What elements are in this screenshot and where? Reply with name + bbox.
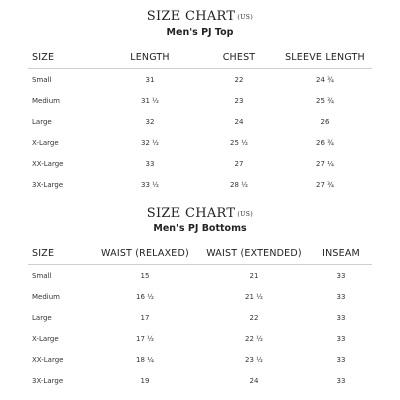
table-cell: 27 bbox=[234, 159, 244, 168]
table-cell: 21 ½ bbox=[245, 292, 263, 301]
table-cell: 27 ¼ bbox=[316, 159, 334, 168]
table-cell: 33 ½ bbox=[141, 180, 159, 189]
size-cell: Medium bbox=[32, 96, 60, 105]
table-cell: 23 ½ bbox=[245, 355, 263, 364]
table-cell: 33 bbox=[336, 292, 346, 301]
column-header: LENGTH bbox=[100, 46, 200, 69]
table-cell: 22 ½ bbox=[245, 334, 263, 343]
table-cell: 32 bbox=[145, 117, 155, 126]
table-cell: 19 bbox=[140, 376, 150, 385]
table-cell: 17 bbox=[140, 313, 150, 322]
table-row bbox=[28, 174, 372, 195]
table-row bbox=[28, 69, 372, 91]
table-cell: 28 ½ bbox=[230, 180, 248, 189]
table-cell: 25 ½ bbox=[230, 138, 248, 147]
bottom-size-table bbox=[28, 242, 372, 391]
table-row bbox=[28, 265, 372, 287]
size-cell: Small bbox=[32, 271, 52, 280]
top-chart-subtitle: Men's PJ Top bbox=[166, 27, 234, 38]
size-cell: X-Large bbox=[32, 138, 59, 147]
table-cell: 33 bbox=[336, 376, 346, 385]
top-chart-unit: (US) bbox=[237, 14, 254, 21]
table-row bbox=[28, 328, 372, 349]
bottom-chart-unit: (US) bbox=[237, 211, 254, 218]
table-cell: 24 ¾ bbox=[316, 75, 334, 84]
table-cell: 22 bbox=[249, 313, 259, 322]
column-header: CHEST bbox=[200, 46, 278, 69]
table-cell: 26 bbox=[320, 117, 330, 126]
table-cell: 23 bbox=[234, 96, 244, 105]
table-row bbox=[28, 153, 372, 174]
table-cell: 33 bbox=[336, 271, 346, 280]
top-chart-title bbox=[0, 9, 400, 24]
table-header-row bbox=[28, 46, 372, 69]
table-cell: 24 bbox=[234, 117, 244, 126]
size-cell: X-Large bbox=[32, 334, 59, 343]
size-cell: Large bbox=[32, 313, 52, 322]
size-cell: 3X-Large bbox=[32, 376, 64, 385]
bottom-chart-title bbox=[0, 206, 400, 221]
size-cell: XX-Large bbox=[32, 159, 64, 168]
size-cell: Small bbox=[32, 75, 52, 84]
size-cell: Large bbox=[32, 117, 52, 126]
table-cell: 16 ½ bbox=[136, 292, 154, 301]
column-header: SIZE bbox=[28, 46, 100, 69]
size-cell: 3X-Large bbox=[32, 180, 64, 189]
table-cell: 24 bbox=[249, 376, 259, 385]
table-cell: 33 bbox=[145, 159, 155, 168]
size-cell: XX-Large bbox=[32, 355, 64, 364]
top-chart-title-text: SIZE CHART bbox=[146, 9, 236, 24]
table-cell: 18 ¼ bbox=[136, 355, 154, 364]
bottom-chart-subtitle: Men's PJ Bottoms bbox=[153, 223, 247, 234]
table-cell: 26 ¾ bbox=[316, 138, 334, 147]
table-cell: 32 ½ bbox=[141, 138, 159, 147]
table-row bbox=[28, 90, 372, 111]
table-row bbox=[28, 132, 372, 153]
table-cell: 17 ½ bbox=[136, 334, 154, 343]
column-header: SIZE bbox=[28, 242, 92, 265]
table-row bbox=[28, 349, 372, 370]
table-cell: 25 ¾ bbox=[316, 96, 334, 105]
table-cell: 22 bbox=[234, 75, 244, 84]
column-header: WAIST (EXTENDED) bbox=[198, 242, 310, 265]
table-cell: 27 ¾ bbox=[316, 180, 334, 189]
table-header-row bbox=[28, 242, 372, 265]
column-header: SLEEVE LENGTH bbox=[278, 46, 372, 69]
table-row bbox=[28, 370, 372, 391]
table-cell: 33 bbox=[336, 313, 346, 322]
table-row bbox=[28, 111, 372, 132]
bottom-chart-title-text: SIZE CHART bbox=[146, 206, 236, 221]
size-cell: Medium bbox=[32, 292, 60, 301]
table-cell: 33 bbox=[336, 355, 346, 364]
column-header: WAIST (RELAXED) bbox=[92, 242, 198, 265]
table-cell: 31 ½ bbox=[141, 96, 159, 105]
table-cell: 21 bbox=[249, 271, 259, 280]
table-cell: 31 bbox=[145, 75, 155, 84]
table-cell: 33 bbox=[336, 334, 346, 343]
column-header: INSEAM bbox=[310, 242, 372, 265]
table-row bbox=[28, 307, 372, 328]
table-cell: 15 bbox=[140, 271, 150, 280]
top-size-table bbox=[28, 46, 372, 195]
table-row bbox=[28, 286, 372, 307]
